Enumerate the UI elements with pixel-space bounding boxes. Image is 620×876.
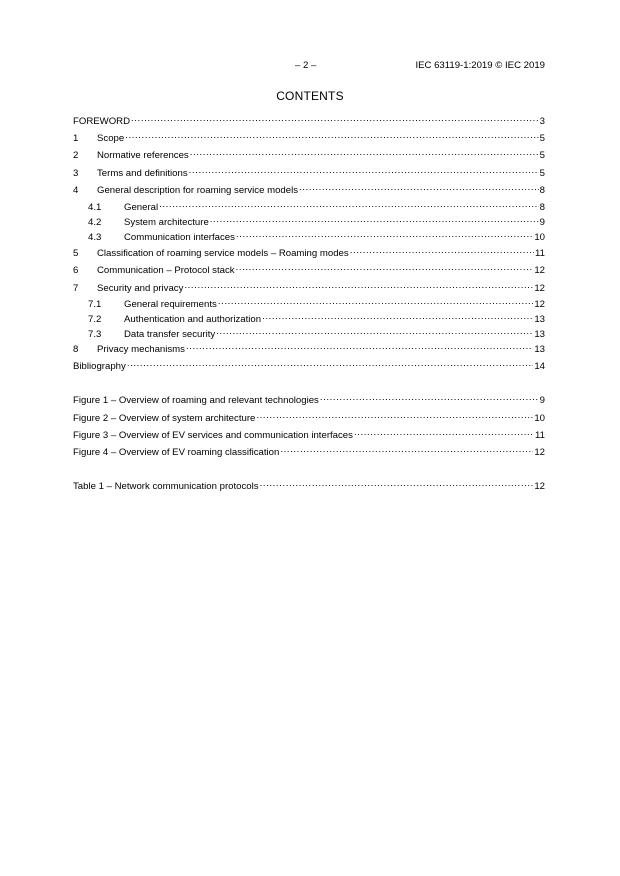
toc-entry-page: 13 [534, 314, 545, 325]
toc-entry-number: 7.3 [88, 329, 102, 340]
figure-entry-page: 10 [534, 413, 545, 424]
table-entry-page: 12 [534, 481, 545, 492]
toc-entry-security-privacy[interactable] [73, 280, 545, 293]
toc-entry-number: 4 [73, 185, 79, 196]
dot-leader [262, 311, 533, 322]
toc-entry-number: 8 [73, 344, 79, 355]
dot-leader [320, 392, 539, 403]
toc-entry-terms-definitions[interactable] [73, 165, 545, 178]
toc-entry-title: Security and privacy [97, 283, 184, 294]
toc-entry-general-description[interactable] [73, 182, 545, 195]
toc-entry-page: 14 [534, 361, 545, 372]
dot-leader [280, 444, 533, 455]
toc-entry-page: 5 [539, 150, 545, 161]
toc-entry-title: Authentication and authorization [124, 314, 262, 325]
dot-leader [216, 326, 533, 337]
toc-entry-title: General requirements [124, 299, 217, 310]
toc-entry-number: 4.3 [88, 232, 102, 243]
toc-entry-page: 11 [535, 248, 545, 259]
dot-leader [299, 182, 539, 193]
figure-entry-page: 12 [534, 447, 545, 458]
toc-entry-title: Bibliography [73, 361, 126, 372]
toc-entry-page: 9 [539, 217, 545, 228]
dot-leader [354, 427, 534, 438]
dot-leader [236, 262, 534, 273]
toc-entry-page: 13 [534, 344, 545, 355]
page-number: – 2 – [295, 60, 317, 71]
toc-entry-page: 12 [534, 299, 545, 310]
dot-leader [131, 113, 539, 124]
toc-entry-number: 6 [73, 265, 79, 276]
toc-entry-data-transfer-security[interactable] [73, 326, 545, 339]
figure-entry-title: Figure 1 – Overview of roaming and relevant technologies [73, 395, 319, 406]
figure-list-entry[interactable] [73, 427, 545, 440]
document-id: IEC 63119-1:2019 © IEC 2019 [415, 60, 545, 71]
toc-entry-page: 12 [534, 283, 545, 294]
toc-entry-protocol-stack[interactable] [73, 262, 545, 275]
dot-leader [125, 130, 538, 141]
figure-list-entry[interactable] [73, 444, 545, 457]
toc-entry-number: 4.2 [88, 217, 102, 228]
toc-entry-title: Privacy mechanisms [97, 344, 185, 355]
toc-entry-title: Scope [97, 133, 125, 144]
toc-entry-general-requirements[interactable] [73, 296, 545, 309]
dot-leader [210, 214, 539, 225]
toc-entry-title: Communication – Protocol stack [97, 265, 235, 276]
dot-leader [186, 341, 533, 352]
figure-entry-page: 11 [535, 430, 545, 441]
figure-entry-title: Figure 4 – Overview of EV roaming classification [73, 447, 280, 458]
toc-entry-page: 5 [539, 133, 545, 144]
toc-entry-privacy-mechanisms[interactable] [73, 341, 545, 354]
toc-entry-classification[interactable] [73, 245, 545, 258]
toc-entry-page: 3 [539, 116, 545, 127]
dot-leader [236, 229, 533, 240]
dot-leader [350, 245, 534, 256]
toc-entry-number: 7.1 [88, 299, 102, 310]
toc-entry-title: FOREWORD [73, 116, 131, 127]
toc-entry-scope[interactable] [73, 130, 545, 143]
toc-entry-communication-interfaces[interactable] [73, 229, 545, 242]
figure-list-entry[interactable] [73, 410, 545, 423]
toc-entry-number: 7.2 [88, 314, 102, 325]
figure-entry-page: 9 [539, 395, 545, 406]
table-list-entry[interactable] [73, 478, 545, 491]
figure-entry-title: Figure 3 – Overview of EV services and communication interfaces [73, 430, 353, 441]
toc-entry-page: 5 [539, 168, 545, 179]
toc-entry-page: 10 [534, 232, 545, 243]
toc-entry-title: Data transfer security [124, 329, 216, 340]
table-entry-title: Table 1 – Network communication protocols [73, 481, 259, 492]
toc-entry-page: 13 [534, 329, 545, 340]
toc-entry-general[interactable] [73, 199, 545, 212]
toc-entry-title: Terms and definitions [97, 168, 188, 179]
toc-entry-foreword[interactable] [73, 113, 545, 126]
dot-leader [184, 280, 533, 291]
toc-entry-authentication[interactable] [73, 311, 545, 324]
toc-entry-page: 12 [534, 265, 545, 276]
dot-leader [256, 410, 533, 421]
toc-entry-page: 8 [539, 202, 545, 213]
toc-entry-number: 1 [73, 133, 79, 144]
page-header [73, 60, 545, 74]
dot-leader [218, 296, 534, 307]
toc-entry-title: Classification of roaming service models – Roaming modes [97, 248, 349, 259]
dot-leader [190, 147, 539, 158]
toc-entry-bibliography[interactable] [73, 358, 545, 371]
figure-list-entry[interactable] [73, 392, 545, 405]
contents-title: CONTENTS [276, 89, 344, 103]
dot-leader [260, 478, 534, 489]
toc-entry-title: Normative references [97, 150, 189, 161]
toc-entry-page: 8 [539, 185, 545, 196]
toc-entry-title: System architecture [124, 217, 209, 228]
toc-entry-number: 7 [73, 283, 79, 294]
toc-entry-title: General [124, 202, 159, 213]
figure-entry-title: Figure 2 – Overview of system architecture [73, 413, 256, 424]
toc-entry-number: 5 [73, 248, 79, 259]
toc-entry-title: General description for roaming service models [97, 185, 299, 196]
toc-entry-system-architecture[interactable] [73, 214, 545, 227]
dot-leader [189, 165, 539, 176]
dot-leader [159, 199, 539, 210]
toc-entry-normative-references[interactable] [73, 147, 545, 160]
toc-entry-number: 2 [73, 150, 79, 161]
toc-entry-number: 4.1 [88, 202, 102, 213]
dot-leader [127, 358, 534, 369]
toc-entry-title: Communication interfaces [124, 232, 235, 243]
toc-entry-number: 3 [73, 168, 79, 179]
